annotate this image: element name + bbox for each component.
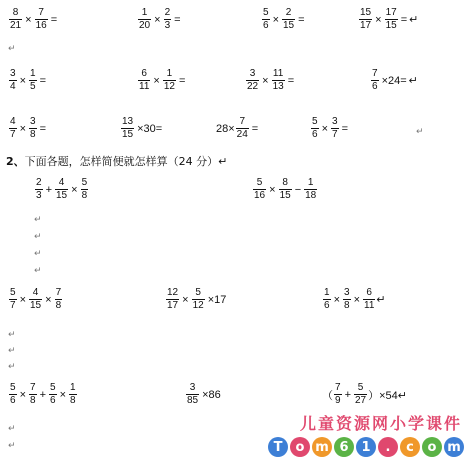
watermark-letter: m (444, 437, 464, 457)
fraction-numerator: 13 (122, 116, 134, 127)
operator: × (25, 13, 32, 26)
s2-r3-e2 (322, 383, 407, 406)
fraction (282, 8, 295, 31)
fraction-denominator: 8 (344, 300, 350, 311)
fraction (81, 178, 89, 201)
operator: = (178, 74, 186, 87)
fraction-denominator: 27 (355, 395, 367, 406)
fraction-denominator: 8 (30, 395, 36, 406)
fraction (49, 383, 57, 406)
fraction-denominator: 12 (163, 81, 175, 92)
fraction-denominator: 21 (10, 20, 22, 31)
operator: × (19, 388, 26, 401)
fraction (279, 178, 292, 201)
operator: × (19, 293, 26, 306)
fraction-numerator: 2 (285, 7, 292, 18)
fraction-numerator: 5 (256, 177, 263, 188)
operator: = (39, 74, 46, 87)
fraction-numerator: 5 (50, 382, 56, 393)
fraction (138, 8, 151, 31)
s1-r3-e3 (310, 117, 350, 140)
fraction-denominator: 15 (283, 20, 295, 31)
fraction (192, 288, 205, 311)
para-mark: ↵ (8, 362, 16, 372)
fraction (35, 8, 48, 31)
para-mark: ↵ (8, 330, 16, 340)
fraction-numerator: 7 (372, 68, 378, 79)
para-mark: ↵ (34, 266, 42, 276)
operator: − (294, 183, 302, 196)
fraction-denominator: 12 (192, 300, 204, 311)
fraction-denominator: 15 (56, 190, 68, 201)
fraction (311, 117, 319, 140)
fraction (304, 178, 317, 201)
expression-text: ↵ (408, 75, 418, 87)
s2-r1-e0 (34, 178, 89, 201)
fraction-numerator: 7 (38, 7, 44, 18)
para-mark: ↵ (8, 424, 16, 434)
operator: × (272, 13, 279, 26)
s2-r2-e1 (165, 288, 228, 311)
fraction-numerator: 1 (141, 7, 148, 18)
fraction (55, 178, 68, 201)
watermark-domain (266, 437, 466, 457)
operator: × (333, 293, 340, 306)
fraction-numerator: 3 (249, 68, 256, 79)
fraction-numerator: 5 (312, 116, 318, 127)
fraction-denominator: 7 (332, 129, 338, 140)
s2-r3-e0 (8, 383, 78, 406)
expression-text: ↵ (409, 14, 419, 26)
fraction-denominator: 11 (364, 300, 375, 311)
fraction-denominator: 17 (360, 20, 372, 31)
fraction (164, 8, 172, 31)
operator: × (182, 293, 189, 306)
fraction-denominator: 18 (305, 190, 317, 201)
fraction (272, 69, 285, 92)
fraction (69, 383, 77, 406)
fraction (9, 288, 17, 311)
fraction-denominator: 9 (335, 395, 341, 406)
watermark-letter: m (312, 437, 332, 457)
watermark-letter: T (268, 437, 288, 457)
s2-r2-e2 (322, 288, 386, 311)
operator: × (353, 293, 360, 306)
fraction-numerator: 7 (335, 382, 341, 393)
watermark-letter: c (400, 437, 420, 457)
expression-text: ↵ (376, 294, 386, 306)
fraction-numerator: 3 (344, 287, 350, 298)
fraction-numerator: 7 (55, 287, 62, 298)
s2-r3-e1 (185, 383, 223, 406)
expression-text: ）×54↵ (368, 389, 408, 402)
fraction-numerator: 7 (239, 116, 246, 127)
fraction (323, 288, 331, 311)
fraction (343, 288, 351, 311)
fraction-denominator: 3 (36, 190, 42, 201)
operator: × (269, 183, 276, 196)
operator: × (59, 388, 66, 401)
para-mark: ↵ (34, 249, 42, 259)
operator: × (71, 183, 78, 196)
operator: = (174, 13, 181, 26)
fraction (9, 383, 17, 406)
fraction (9, 69, 17, 92)
watermark-letter: . (378, 437, 398, 457)
fraction-numerator: 4 (10, 116, 16, 127)
s2-r1-e1 (252, 178, 318, 201)
para-mark: ↵ (8, 346, 16, 356)
fraction-denominator: 6 (50, 395, 56, 406)
fraction-denominator: 6 (10, 395, 16, 406)
operator: = (50, 13, 58, 26)
site-watermark-logo (266, 411, 466, 459)
fraction-numerator: 5 (81, 177, 88, 188)
fraction-denominator: 15 (279, 190, 291, 201)
fraction-numerator: 11 (272, 68, 284, 79)
fraction (9, 117, 17, 140)
fraction-denominator: 20 (139, 20, 151, 31)
fraction-numerator: 6 (141, 68, 147, 79)
watermark-letter: 1 (356, 437, 376, 457)
operator: × (262, 74, 269, 87)
watermark-title: 儿童资源网小学课件 (299, 414, 462, 433)
fraction-denominator: 6 (324, 300, 330, 311)
heading-number: 2、 (6, 155, 25, 168)
operator: ×30= (137, 122, 163, 135)
operator: = (400, 13, 408, 26)
operator: × (154, 13, 161, 26)
fraction (253, 178, 266, 201)
fraction (138, 69, 150, 92)
fraction-numerator: 5 (10, 382, 16, 393)
fraction-numerator: 1 (307, 177, 314, 188)
fraction-denominator: 11 (139, 81, 150, 92)
watermark-letter: 6 (334, 437, 354, 457)
watermark-letter: o (422, 437, 442, 457)
fraction-numerator: 5 (357, 382, 364, 393)
fraction-denominator: 17 (167, 300, 179, 311)
operator: × (19, 122, 26, 135)
fraction-denominator: 15 (30, 300, 42, 311)
s1-r1-e3 (358, 8, 418, 31)
operator: = (341, 122, 348, 135)
fraction (371, 69, 379, 92)
fraction-numerator: 1 (324, 287, 330, 298)
fraction-numerator: 5 (10, 287, 16, 298)
fraction-numerator: 3 (332, 116, 338, 127)
s1-r3-e1 (120, 117, 164, 140)
fraction-denominator: 85 (187, 395, 199, 406)
fraction-numerator: 7 (30, 382, 36, 393)
fraction-denominator: 5 (30, 81, 36, 92)
operator: = (287, 74, 295, 87)
operator: + (344, 388, 351, 401)
fraction-numerator: 4 (32, 287, 39, 298)
fraction-numerator: 4 (58, 177, 65, 188)
fraction-numerator: 12 (167, 287, 179, 298)
operator: ×24= (381, 74, 407, 87)
s1-r1-e0 (8, 8, 59, 31)
fraction (363, 288, 375, 311)
fraction-denominator: 7 (10, 129, 16, 140)
expression-text: 28× (216, 122, 235, 135)
fraction (262, 8, 270, 31)
para-mark: ↵ (34, 215, 42, 225)
fraction-numerator: 1 (30, 68, 36, 79)
fraction-numerator: 8 (12, 7, 19, 18)
watermark-letter: o (290, 437, 310, 457)
fraction-denominator: 7 (10, 300, 16, 311)
fraction-numerator: 5 (195, 287, 201, 298)
operator: ×86 (202, 388, 221, 401)
para-mark: ↵ (8, 441, 16, 451)
operator: × (375, 13, 382, 26)
fraction-numerator: 3 (10, 68, 16, 79)
fraction-denominator: 8 (30, 129, 36, 140)
fraction-denominator: 16 (35, 20, 47, 31)
heading-text: 下面各题，怎样简便就怎样算（24 分）↵ (24, 155, 228, 168)
fraction-numerator: 2 (36, 177, 42, 188)
fraction-denominator: 4 (10, 81, 16, 92)
fraction-denominator: 3 (164, 20, 171, 31)
operator: ×17 (207, 293, 227, 306)
fraction-denominator: 6 (312, 129, 318, 140)
fraction (246, 69, 259, 92)
operator: = (251, 122, 259, 135)
s1-r1-e2 (261, 8, 307, 31)
fraction-numerator: 6 (366, 287, 372, 298)
fraction-denominator: 6 (372, 81, 378, 92)
s2-r2-e0 (8, 288, 63, 311)
fraction (29, 288, 42, 311)
operator: × (321, 122, 328, 135)
fraction (236, 117, 249, 140)
fraction (354, 383, 367, 406)
fraction-numerator: 8 (282, 177, 288, 188)
fraction (29, 383, 37, 406)
fraction-numerator: 2 (164, 7, 171, 18)
fraction (359, 8, 372, 31)
fraction-numerator: 17 (385, 7, 397, 18)
s1-r1-e1 (137, 8, 183, 31)
operator: × (153, 74, 160, 87)
fraction-numerator: 3 (30, 116, 36, 127)
fraction (29, 117, 37, 140)
s1-r3-e0 (8, 117, 48, 140)
fraction (334, 383, 342, 406)
s1-r2-e2 (245, 69, 296, 92)
fraction-numerator: 15 (360, 7, 372, 18)
operator: × (19, 74, 26, 87)
s1-r2-e3 (370, 69, 418, 92)
operator: + (45, 183, 52, 196)
fraction-denominator: 15 (122, 129, 134, 140)
operator: + (39, 388, 46, 401)
fraction (166, 288, 179, 311)
fraction-denominator: 15 (385, 20, 397, 31)
fraction (35, 178, 43, 201)
fraction-denominator: 8 (81, 190, 88, 201)
fraction-numerator: 1 (70, 382, 76, 393)
operator: = (39, 122, 46, 135)
fraction-numerator: 3 (189, 382, 196, 393)
fraction (186, 383, 199, 406)
section-heading (6, 153, 227, 169)
fraction (9, 8, 22, 31)
expression-text: （ (322, 389, 333, 402)
fraction-denominator: 8 (55, 300, 62, 311)
fraction (331, 117, 339, 140)
fraction-denominator: 24 (236, 129, 248, 140)
s1-r2-e0 (8, 69, 48, 92)
fraction-denominator: 6 (263, 20, 269, 31)
fraction (55, 288, 63, 311)
fraction (385, 8, 398, 31)
operator: × (45, 293, 52, 306)
s1-r2-e1 (137, 69, 187, 92)
fraction (121, 117, 134, 140)
fraction (163, 69, 176, 92)
fraction-denominator: 22 (247, 81, 259, 92)
operator: = (298, 13, 305, 26)
fraction-numerator: 1 (166, 68, 173, 79)
fraction-denominator: 8 (70, 395, 76, 406)
para-mark: ↵ (416, 127, 424, 137)
para-mark: ↵ (34, 232, 42, 242)
s1-r3-e2 (216, 117, 260, 140)
fraction-denominator: 13 (272, 81, 284, 92)
para-mark: ↵ (8, 44, 16, 54)
fraction-numerator: 5 (263, 7, 269, 18)
fraction-denominator: 16 (254, 190, 266, 201)
fraction (29, 69, 37, 92)
